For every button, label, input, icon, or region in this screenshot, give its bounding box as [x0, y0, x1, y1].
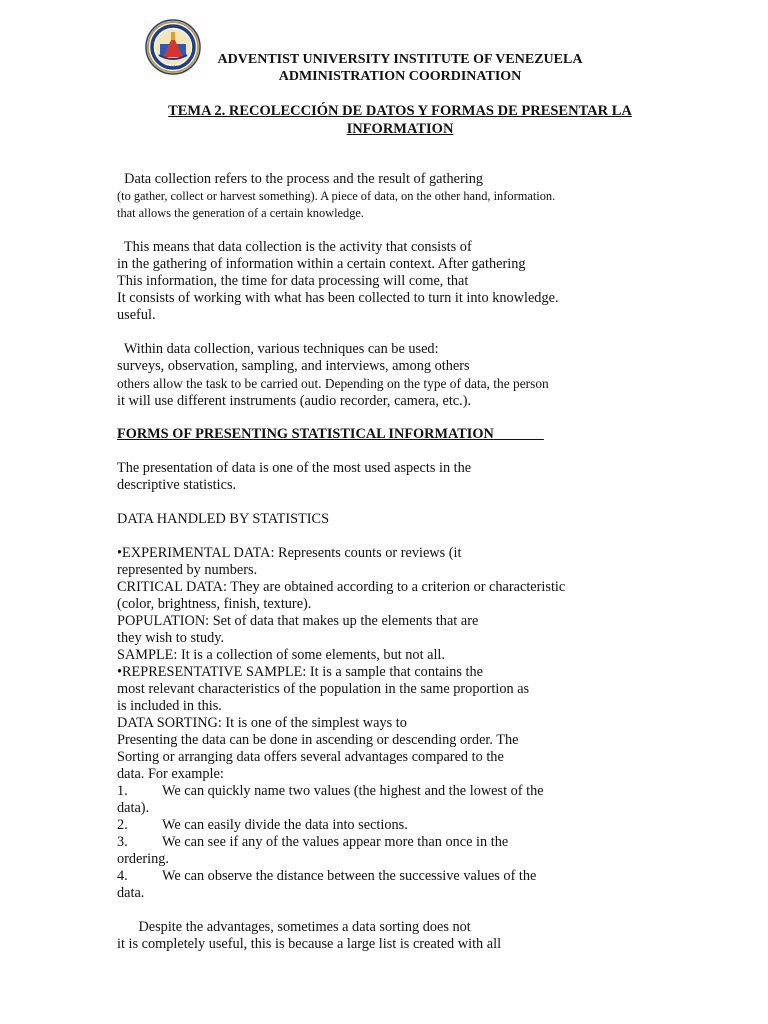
advantage-number: 2. — [117, 817, 128, 833]
para3-line: Within data collection, various techniques can be used: — [117, 341, 439, 357]
advantage-item — [117, 817, 408, 834]
title-text-1: TEMA 2. RECOLECCIÓN DE DATOS Y FORMAS DE PRESENTAR LA — [168, 103, 632, 119]
advantage-continuation: data). — [117, 800, 150, 816]
para1-line: (to gather, collect or harvest something). A piece of data, on the other hand, information. — [117, 189, 556, 203]
definition-line: (color, brightness, finish, texture). — [117, 596, 312, 612]
definition-line: data. For example: — [117, 766, 224, 782]
definition-line: DATA SORTING: It is one of the simplest ways to — [117, 715, 407, 731]
advantage-text: We can observe the distance between the successive values of the — [162, 868, 537, 884]
definition-line: Presenting the data can be done in ascending or descending order. The — [117, 732, 519, 748]
title-text-2: INFORMATION — [346, 121, 454, 137]
advantage-text: We can easily divide the data into sections. — [162, 817, 408, 833]
advantage-continuation: ordering. — [117, 851, 170, 867]
definition-line: CRITICAL DATA: They are obtained according to a criterion or characteristic — [117, 579, 566, 595]
advantage-text: We can see if any of the values appear more than once in the — [162, 834, 509, 850]
definition-line: POPULATION: Set of data that makes up the elements that are — [117, 613, 479, 629]
para2-line: in the gathering of information within a certain context. After gathering — [117, 256, 526, 272]
para5-line: it is completely useful, this is because a large list is created with all — [117, 936, 502, 952]
para2-line: This means that data collection is the activity that consists of — [117, 239, 472, 255]
advantage-item — [117, 783, 544, 800]
para4-line: The presentation of data is one of the most used aspects in the — [117, 460, 472, 476]
advantage-item — [117, 868, 536, 885]
advantage-number: 4. — [117, 868, 128, 884]
definition-line: most relevant characteristics of the population in the same proportion as — [117, 681, 530, 697]
coordination-name: ADMINISTRATION COORDINATION — [278, 69, 522, 84]
para3-line: surveys, observation, sampling, and interviews, among others — [117, 358, 470, 374]
institution-name: ADVENTIST UNIVERSITY INSTITUTE OF VENEZUELA — [217, 52, 583, 67]
definition-line: they wish to study. — [117, 630, 225, 646]
advantage-item — [117, 834, 508, 851]
svg-text:1988: 1988 — [167, 65, 179, 70]
definition-line: Sorting or arranging data offers several advantages compared to the — [117, 749, 504, 765]
definition-line: SAMPLE: It is a collection of some elements, but not all. — [117, 647, 445, 663]
section-heading-text: FORMS OF PRESENTING STATISTICAL INFORMATION — [117, 426, 494, 442]
para1-line: Data collection refers to the process and the result of gathering — [117, 171, 484, 187]
advantage-continuation: data. — [117, 885, 145, 901]
para4-line: descriptive statistics. — [117, 477, 237, 493]
advantage-text: We can quickly name two values (the highest and the lowest of the — [162, 783, 544, 799]
definition-line: represented by numbers. — [117, 562, 258, 578]
definition-line: •EXPERIMENTAL DATA: Represents counts or reviews (it — [117, 545, 462, 561]
data-heading: DATA HANDLED BY STATISTICS — [117, 511, 330, 527]
para2-line: This information, the time for data processing will come, that — [117, 273, 469, 289]
definition-line: is included in this. — [117, 698, 222, 714]
para3-line: it will use different instruments (audio recorder, camera, etc.). — [117, 393, 472, 409]
section-heading — [117, 426, 544, 443]
para2-line: It consists of working with what has been collected to turn it into knowledge. — [117, 290, 559, 306]
document-title-line1 — [100, 103, 700, 120]
advantage-number: 3. — [117, 834, 128, 850]
definition-line: •REPRESENTATIVE SAMPLE: It is a sample that contains the — [117, 664, 484, 680]
para3-line: others allow the task to be carried out. Depending on the type of data, the person — [117, 376, 549, 391]
para1-line: that allows the generation of a certain knowledge. — [117, 206, 365, 220]
document-title-line2 — [100, 121, 700, 138]
para2-line: useful. — [117, 307, 156, 323]
para5-line: Despite the advantages, sometimes a data sorting does not — [117, 919, 471, 935]
advantage-number: 1. — [117, 783, 128, 799]
